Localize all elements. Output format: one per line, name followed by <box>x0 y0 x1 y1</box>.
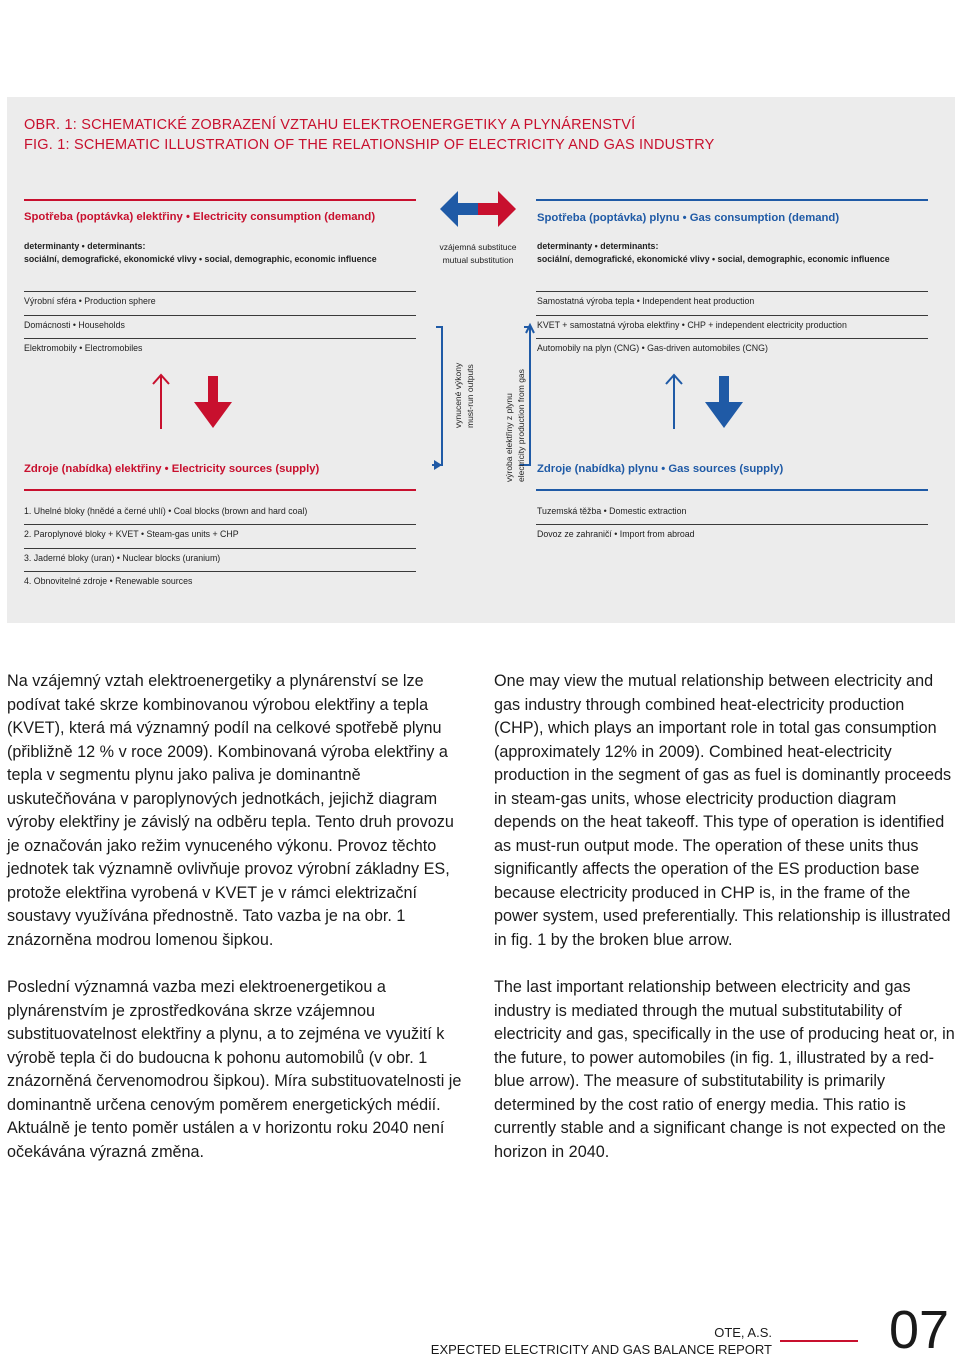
page-number: 07 <box>889 1300 950 1360</box>
divider <box>536 291 928 292</box>
divider <box>24 291 416 292</box>
mutual-substitution-en: mutual substitution <box>442 254 514 265</box>
right-determinants-text: sociální, demografické, ekonomické vlivy • social, demographic, economic influence <box>537 254 890 264</box>
footer-accent-rule <box>780 1340 858 1342</box>
up-arrow-outline-icon <box>151 374 171 430</box>
sphere-item-cng: Automobily na plyn (CNG) • Gas-driven automobiles (CNG) <box>537 343 768 353</box>
gas-power-en: electricity production from gas <box>516 369 526 482</box>
body-column-en <box>494 670 956 1188</box>
paragraph-en-1: One may view the mutual relationship between electricity and gas industry through combined heat-electricity production (CHP), which plays an important role in total gas consumption (approximately 12% in 2009). Combined heat-electricity production in the segment of gas as fuel is dominantly proceeds in steam-gas units, whose electricity production diagram depends on the heat takeoff. This type of operation is identified as must-run output mode. The operation of these units thus significantly affects the operation of the ES production base because electricity produced in CHP is, in the frame of the power system, used preferentially. This relationship is illustrated in fig. 1 by the broken blue arrow. <box>494 672 952 949</box>
source-item-nuclear: 3. Jaderné bloky (uran) • Nuclear blocks (uranium) <box>24 553 221 563</box>
gas-demand-heading: Spotřeba (poptávka) plynu • Gas consumption (demand) <box>537 212 840 224</box>
footer-report-title: EXPECTED ELECTRICITY AND GAS BALANCE REPORT <box>430 1342 772 1357</box>
divider <box>24 524 416 525</box>
footer-company: OTE, A.S. <box>714 1325 772 1340</box>
body-column-cz <box>7 670 465 1188</box>
right-sources-rule <box>536 489 928 491</box>
double-arrow-icon <box>440 188 516 232</box>
mutual-substitution-label <box>428 241 528 266</box>
left-determinants-text: sociální, demografické, ekonomické vlivy • social, demographic, economic influence <box>24 254 377 264</box>
divider <box>24 338 416 339</box>
mutual-substitution-cz: vzájemná substituce <box>439 242 517 252</box>
sphere-item-electromobiles: Elektromobily • Electromobiles <box>24 343 143 353</box>
divider <box>536 338 928 339</box>
electricity-demand-heading: Spotřeba (poptávka) elektřiny • Electricity consumption (demand) <box>24 211 376 223</box>
figure-title-en: FIG. 1: SCHEMATIC ILLUSTRATION OF THE RELATIONSHIP OF ELECTRICITY AND GAS INDUSTRY <box>24 137 715 153</box>
source-item-renewable: 4. Obnovitelné zdroje • Renewable sources <box>24 576 193 586</box>
paragraph-en-2: The last important relationship between electricity and gas industry is mediated through the mutual substitutability of electricity and gas, specifically in the use of producing heat or, in the future, to power automobiles (in fig. 1, illustrated by a red-blue arrow). The measure of substitutability is primarily determined by the cost ratio of energy media. This ratio is currently stable and a significant change is not expected on the horizon in 2040. <box>494 978 955 1161</box>
divider <box>24 571 416 572</box>
figure-title-cz: OBR. 1: SCHEMATICKÉ ZOBRAZENÍ VZTAHU ELEKTROENERGETIKY A PLYNÁRENSTVÍ <box>24 117 636 133</box>
left-determinants-label: determinanty • determinants: <box>24 241 146 251</box>
paragraph-cz-1: Na vzájemný vztah elektroenergetiky a plynárenství se lze podívat také skrze kombinovanou výrobou elektřiny a tepla (KVET), která má významný podíl na celkové spotřebě plynu (přibližně 12 % v roce 2009). Kombinovaná výroba elektřiny a tepla v segmentu plynu jako paliva je dominantně uskutečňována v paroplynových jednotkách, jejichž diagram výroby elektřiny je závislý na odběru tepla. Tento druh provozu je označován jako režim vynuceného výkonu. Provoz těchto jednotek tak významně ovlivňuje provoz výrobní základny ES, protože elektřina vyrobená v KVET je v rámci elektrizační soustavy využívána přednostně. Tato vazba je na obr. 1 znázorněna modrou lomenou šipkou. <box>7 672 454 949</box>
divider <box>536 315 928 316</box>
source-item-domestic: Tuzemská těžba • Domestic extraction <box>537 506 687 516</box>
source-item-coal: 1. Uhelné bloky (hnědé a černé uhlí) • Coal blocks (brown and hard coal) <box>24 506 308 516</box>
right-determinants-label: determinanty • determinants: <box>537 241 659 251</box>
right-header-rule <box>536 199 928 201</box>
left-header-rule <box>24 199 416 201</box>
sphere-item-heat: Samostatná výroba tepla • Independent heat production <box>537 296 755 306</box>
up-arrow-blue-outline-icon <box>664 374 684 430</box>
gas-power-label <box>503 369 527 482</box>
mustrun-cz: vynucené výkony <box>453 362 463 428</box>
paragraph-cz-2: Poslední významná vazba mezi elektroenergetikou a plynárenstvím je zprostředkována skrze vzájemnou substituovatelnost elektřiny a plynu, a to zejména ve využití k výrobě tepla či do budoucna k pohonu automobilů (v obr. 1 znázorněná červenomodrou šipkou). Míra substituovatelnosti je dominantně určena cenovým poměrem energetických médií. Aktuálně je tento poměr ustálen a v horizontu roku 2040 není očekávána výrazná změna. <box>7 978 462 1161</box>
sphere-item-chp: KVET + samostatná výroba elektřiny • CHP + independent electricity production <box>537 320 847 330</box>
sphere-item-production: Výrobní sféra • Production sphere <box>24 296 156 306</box>
mustrun-en: must-run outputs <box>465 364 475 428</box>
sphere-item-households: Domácnosti • Households <box>24 320 125 330</box>
left-sources-rule <box>24 489 416 491</box>
mustrun-label <box>452 363 476 428</box>
down-arrow-blue-icon <box>704 376 744 430</box>
source-item-steam-gas: 2. Paroplynové bloky + KVET • Steam-gas units + CHP <box>24 529 239 539</box>
electricity-sources-heading: Zdroje (nabídka) elektřiny • Electricity sources (supply) <box>24 463 320 475</box>
gas-sources-heading: Zdroje (nabídka) plynu • Gas sources (supply) <box>537 463 784 475</box>
divider <box>24 315 416 316</box>
gas-power-cz: výroba elektřiny z plynu <box>504 393 514 482</box>
divider <box>24 548 416 549</box>
divider <box>536 524 928 525</box>
down-arrow-red-icon <box>193 376 233 430</box>
source-item-import: Dovoz ze zahraničí • Import from abroad <box>537 529 695 539</box>
